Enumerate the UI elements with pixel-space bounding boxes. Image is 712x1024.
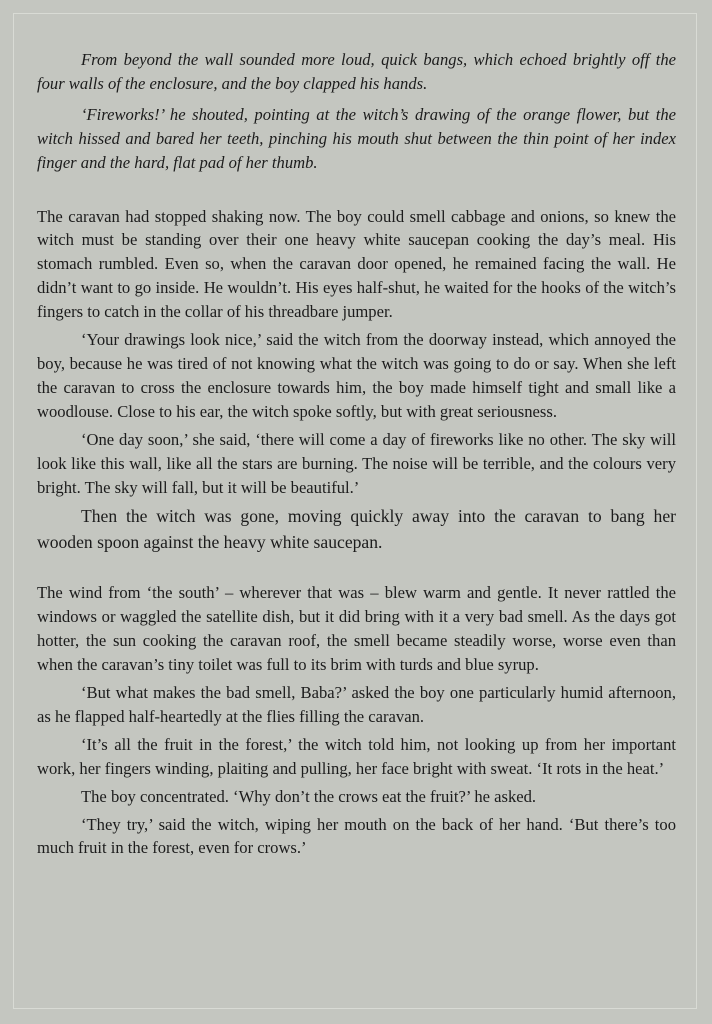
paragraph: Then the witch was gone, moving quickly away into the caravan to bang her wooden spoon against the heavy white saucepan. <box>37 506 676 553</box>
paragraph: The wind from ‘the south’ – wherever that was – blew warm and gentle. It never rattled the windows or waggled the satellite dish, but it did bring with it a very bad smell. As the days got hotter, the sun cooking the caravan roof, the smell became steadily worse, worse even than when the caravan’s tiny toilet was full to its brim with turds and blue syrup. <box>37 583 676 675</box>
book-page <box>37 48 676 860</box>
italic-excerpt <box>37 48 676 175</box>
paragraph: ‘Your drawings look nice,’ said the witch from the doorway instead, which annoyed the boy, because he was tired of not knowing what the witch was going to do or say. When she left the caravan to cross the enclosure towards him, the boy made himself tight and small like a woodlouse. Close to his ear, the witch spoke softly, but with great seriousness. <box>37 330 676 421</box>
paragraph: ‘Fireworks!’ he shouted, pointing at the witch’s drawing of the orange flower, but the witch hissed and bared her teeth, pinching his mouth shut between the thin point of her index finger and the hard, flat pad of her thumb. <box>37 104 676 172</box>
paragraph: ‘They try,’ said the witch, wiping her mouth on the back of her hand. ‘But there’s too much fruit in the forest, even for crows.’ <box>37 814 676 858</box>
paragraph: ‘It’s all the fruit in the forest,’ the witch told him, not looking up from her important work, her fingers winding, plaiting and pulling, her face bright with sweat. ‘It rots in the heat.’ <box>37 734 676 778</box>
section-three <box>37 581 676 860</box>
paragraph: ‘But what makes the bad smell, Baba?’ asked the boy one particularly humid afternoon, as he flapped half-heartedly at the flies filling the caravan. <box>37 683 676 726</box>
paragraph: From beyond the wall sounded more loud, quick bangs, which echoed brightly off the four walls of the enclosure, and the boy clapped his hands. <box>37 50 676 93</box>
paragraph: The caravan had stopped shaking now. The boy could smell cabbage and onions, so knew the witch must be standing over their one heavy white saucepan cooking the day’s meal. His stomach rumbled. Even so, when the caravan door opened, he remained facing the wall. He didn’t want to go inside. He wouldn’t. His eyes half-shut, he waited for the hooks of the witch’s fingers to catch in the collar of his threadbare jumper. <box>37 206 676 322</box>
paragraph: The boy concentrated. ‘Why don’t the crows eat the fruit?’ he asked. <box>81 786 537 806</box>
paragraph: ‘One day soon,’ she said, ‘there will come a day of fireworks like no other. The sky will look like this wall, like all the stars are burning. The noise will be terrible, and the colours very bright. The sky will fall, but it will be beautiful.’ <box>37 429 676 497</box>
section-two <box>37 205 676 556</box>
